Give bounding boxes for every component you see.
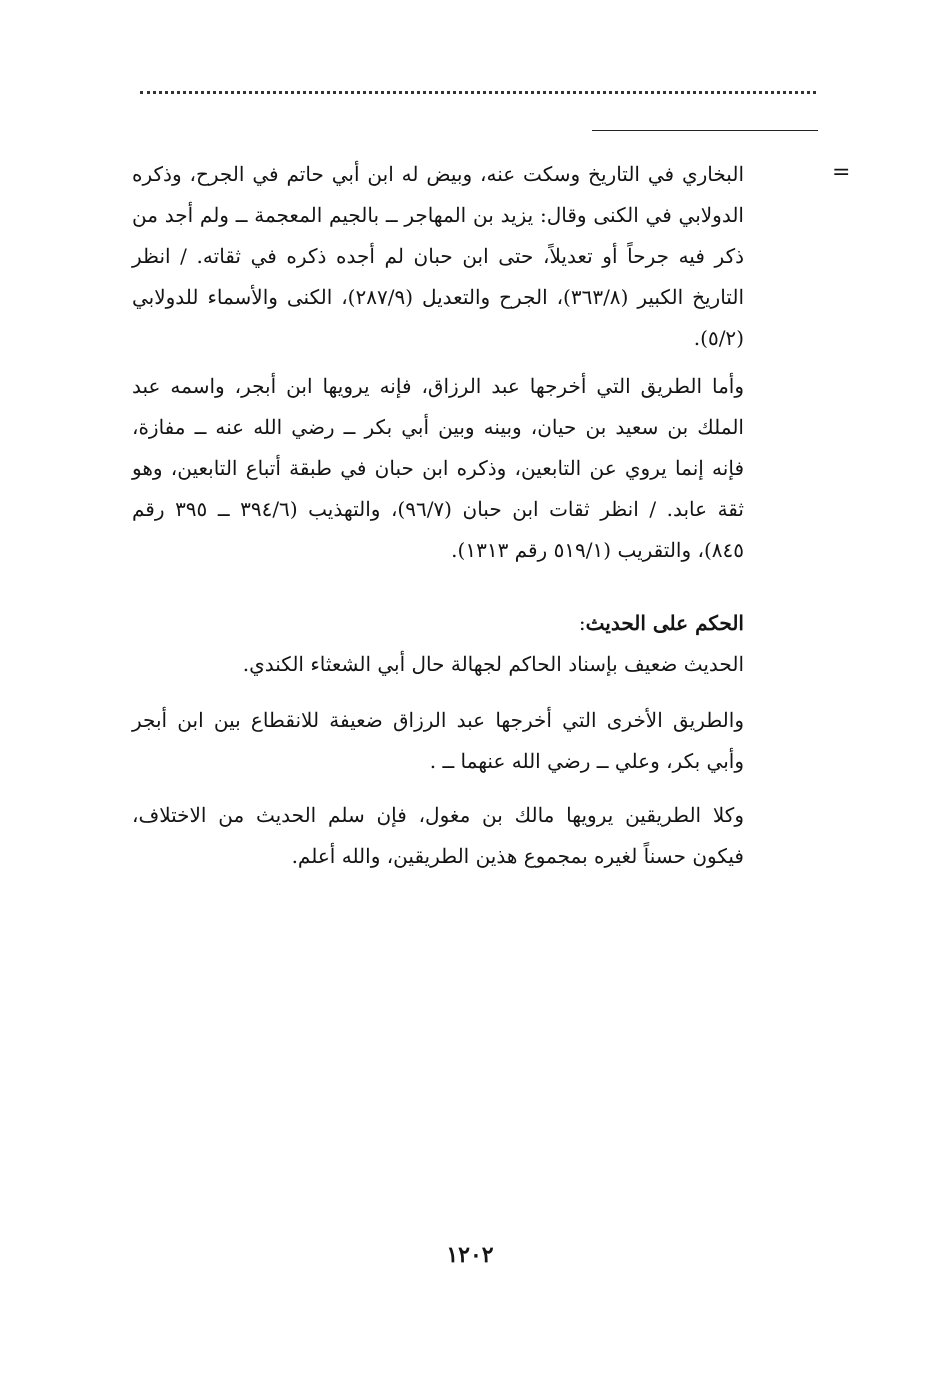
ruling-heading: [579, 604, 744, 642]
ruling-heading-text: الحكم على الحديث: [585, 611, 744, 635]
footnote-paragraph-2: وأما الطريق التي أخرجها عبد الرزاق، فإنه يرويها ابن أبجر، واسمه عبد الملك بن سعيد بن حيان، وبينه وبين أبي بكر ــ رضي الله عنه ــ مفازة، فإنه إنما يروي عن التابعين، وذكره ابن حبان في طبقة أتباع التابعين، وهو ثقة عابد. / انظر ثقات ابن حبان (٩٦/٧)، والتهذيب (٣٩٤/٦ ــ ٣٩٥ رقم ٨٤٥)، والتقريب (٥١٩/١ رقم ١٣١٣).: [132, 374, 744, 562]
footnote-rule: [592, 130, 818, 131]
footnote-paragraph-1: البخاري في التاريخ وسكت عنه، وبيض له ابن أبي حاتم في الجرح، وذكره الدولابي في الكنى وقال: يزيد بن المهاجر ــ بالجيم المعجمة ــ ولم أجد من ذكر فيه جرحاً أو تعديلاً، حتى ابن حبان لم أجده ذكره في ثقاته. / انظر التاريخ الكبير (٣٦٣/٨)، الجرح والتعديل (٢٨٧/٩)، الكنى والأسماء للدولابي (٥/٢).: [132, 162, 744, 350]
dotted-separator: [140, 91, 816, 94]
page-number: ١٢٠٢: [446, 1242, 494, 1268]
ruling-paragraph-1: الحديث ضعيف بإسناد الحاكم لجهالة حال أبي الشعثاء الكندي.: [242, 652, 744, 676]
ruling-paragraph-3: وكلا الطريقين يرويها مالك بن مغول، فإن سلم الحديث من الاختلاف، فيكون حسناً لغيره بمجموع هذين الطريقين، والله أعلم.: [132, 803, 744, 868]
continuation-mark: =: [832, 160, 851, 185]
ruling-heading-colon: :: [578, 611, 586, 635]
ruling-paragraph-2: والطريق الأخرى التي أخرجها عبد الرزاق ضعيفة للانقطاع بين ابن أبجر وأبي بكر، وعلي ــ رضي الله عنهما ــ .: [132, 708, 744, 773]
